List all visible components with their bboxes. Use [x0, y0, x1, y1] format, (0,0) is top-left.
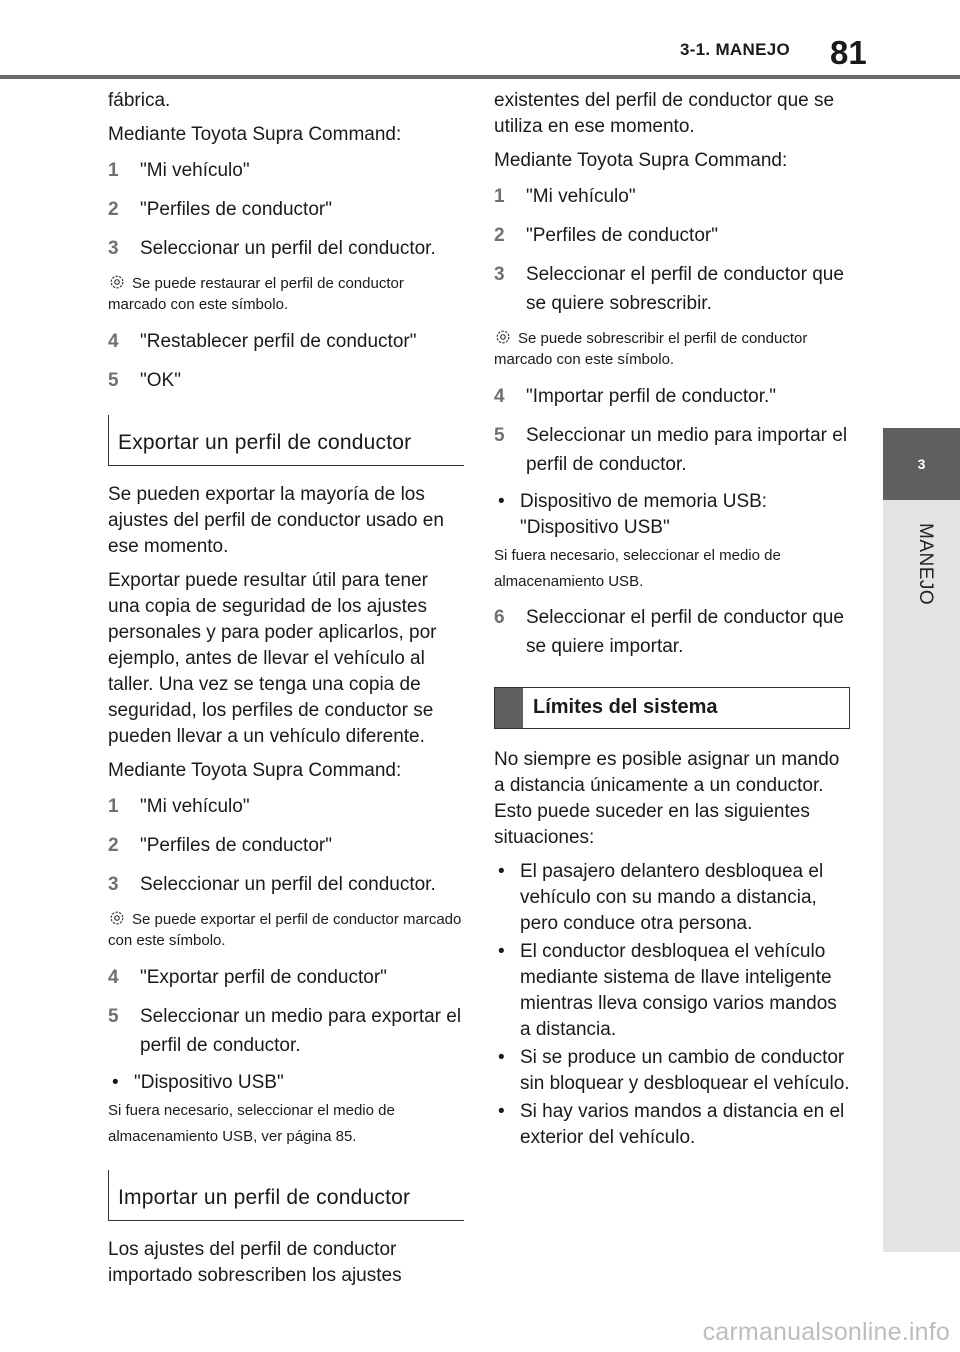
- step-number: 3: [494, 264, 505, 285]
- step-number: 5: [494, 425, 505, 446]
- step-number: 2: [108, 199, 119, 220]
- header-rule: [0, 75, 960, 79]
- bullet-dot: •: [498, 861, 505, 882]
- step-text: "Restablecer perfil de conductor": [140, 331, 417, 352]
- paragraph: existentes del perfil de conductor que se utiliza en ese momento.: [494, 90, 835, 137]
- heading-label: Límites del sistema: [533, 696, 718, 718]
- step: [494, 221, 850, 250]
- step-number: 6: [494, 607, 505, 628]
- step: [494, 182, 850, 211]
- step-text: "Importar perfil de conductor.": [526, 386, 777, 407]
- step-text: Seleccionar el perfil de conductor que se quiere importar.: [526, 607, 844, 657]
- step: [108, 156, 464, 185]
- step: [108, 831, 464, 860]
- right-column: [494, 88, 850, 1153]
- step-number: 1: [494, 186, 505, 207]
- step-number: 2: [108, 835, 119, 856]
- note-text: Se puede exportar el perfil de conductor marcado con este símbolo.: [108, 911, 462, 949]
- step-text: Seleccionar un perfil del conductor.: [140, 874, 436, 895]
- chapter-title: 3-1. MANEJO: [679, 40, 790, 59]
- paragraph: fábrica.: [108, 90, 171, 111]
- step-number: 1: [108, 160, 119, 181]
- step-number: 3: [108, 874, 119, 895]
- step-text: "Perfiles de conductor": [140, 835, 332, 856]
- heading-marker: [495, 688, 523, 728]
- bullet-item: [494, 859, 850, 937]
- paragraph: Se pueden exportar la mayoría de los ajustes del perfil de conductor usado en ese momento.: [108, 484, 444, 557]
- step: [108, 327, 464, 356]
- bullet-dot: •: [498, 491, 505, 512]
- watermark: carmanualsonline.info: [702, 1318, 950, 1346]
- step: [494, 260, 850, 318]
- chapter-tab-bar: [883, 500, 960, 1252]
- paragraph: Los ajustes del perfil de conductor importado sobrescriben los ajustes: [108, 1239, 402, 1286]
- step-text: "Perfiles de conductor": [526, 225, 718, 246]
- paragraph: Mediante Toyota Supra Command:: [108, 760, 402, 781]
- step-text: "OK": [140, 370, 181, 391]
- step: [108, 195, 464, 224]
- paragraph: Mediante Toyota Supra Command:: [108, 124, 402, 145]
- step-text: "Perfiles de conductor": [140, 199, 332, 220]
- step-number: 2: [494, 225, 505, 246]
- bullet-item: [494, 1099, 850, 1151]
- paragraph: Mediante Toyota Supra Command:: [494, 150, 788, 171]
- note-text: Se puede sobrescribir el perfil de conductor marcado con este símbolo.: [494, 330, 808, 368]
- bullet-dot: •: [498, 941, 505, 962]
- paragraph: No siempre es posible asignar un mando a distancia únicamente a un conductor. Esto puede suceder en las siguientes situaciones:: [494, 749, 840, 848]
- step-text: Seleccionar un medio para exportar el perfil de conductor.: [140, 1006, 462, 1056]
- note: [108, 273, 464, 315]
- section-heading-limits: [494, 687, 850, 729]
- bullet-text: El conductor desbloquea el vehículo mediante sistema de llave inteligente mientras lleva consigo varios mandos a distancia.: [520, 941, 837, 1040]
- bullet-item: [494, 1045, 850, 1097]
- step: [108, 792, 464, 821]
- step-number: 4: [494, 386, 505, 407]
- bullet-text: Si hay varios mandos a distancia en el exterior del vehículo.: [520, 1101, 845, 1148]
- step: [108, 234, 464, 263]
- small-note: Si fuera necesario, seleccionar el medio de almacenamiento USB.: [494, 547, 781, 590]
- step: [108, 366, 464, 395]
- bullet-dot: •: [498, 1047, 505, 1068]
- step: [108, 1002, 464, 1060]
- chapter-tab: 3: [883, 428, 960, 500]
- step-text: "Mi vehículo": [140, 796, 250, 817]
- note-text: Se puede restaurar el perfil de conductor marcado con este símbolo.: [108, 275, 404, 313]
- step-number: 3: [108, 238, 119, 259]
- bullet-text: Dispositivo de memoria USB: "Dispositivo USB": [520, 491, 768, 538]
- step-text: "Exportar perfil de conductor": [140, 967, 387, 988]
- step-number: 5: [108, 370, 119, 391]
- step-number: 1: [108, 796, 119, 817]
- bullet-text: "Dispositivo USB": [134, 1072, 284, 1093]
- step-text: Seleccionar el perfil de conductor que se quiere sobrescribir.: [526, 264, 844, 314]
- step: [494, 382, 850, 411]
- bullet-text: Si se produce un cambio de conductor sin bloquear y desbloquear el vehículo.: [520, 1047, 850, 1094]
- step-text: Seleccionar un perfil del conductor.: [140, 238, 436, 259]
- chapter-side-label: MANEJO: [915, 523, 936, 606]
- bullet-item: [494, 939, 850, 1043]
- note: [108, 909, 464, 951]
- gear-icon: [494, 328, 512, 346]
- bullet-item: [494, 489, 850, 541]
- bullet-dot: •: [498, 1101, 505, 1122]
- step-text: Seleccionar un medio para importar el perfil de conductor.: [526, 425, 848, 475]
- step: [108, 870, 464, 899]
- section-heading-export: Exportar un perfil de conductor: [108, 415, 464, 466]
- gear-icon: [108, 909, 126, 927]
- note: [494, 328, 850, 370]
- gear-icon: [108, 273, 126, 291]
- step: [108, 963, 464, 992]
- step-text: "Mi vehículo": [526, 186, 636, 207]
- left-column: [108, 88, 464, 1297]
- step-number: 4: [108, 331, 119, 352]
- step-text: "Mi vehículo": [140, 160, 250, 181]
- step: [494, 421, 850, 479]
- step-number: 4: [108, 967, 119, 988]
- section-heading-import: Importar un perfil de conductor: [108, 1170, 464, 1221]
- bullet-text: El pasajero delantero desbloquea el vehículo con su mando a distancia, pero conduce otra persona.: [520, 861, 824, 934]
- bullet-item: [108, 1070, 464, 1096]
- step: [494, 603, 850, 661]
- paragraph: Exportar puede resultar útil para tener una copia de seguridad de los ajustes personales y para poder aplicarlos, por ejemplo, antes de llevar el vehículo al taller. Una vez se tenga una copia de seguridad, los perfiles de conductor se pueden llevar a un vehículo diferente.: [108, 570, 437, 747]
- small-note: Si fuera necesario, seleccionar el medio de almacenamiento USB, ver página 85.: [108, 1102, 395, 1145]
- step-number: 5: [108, 1006, 119, 1027]
- bullet-dot: •: [112, 1072, 119, 1093]
- page-number: 81: [830, 34, 867, 71]
